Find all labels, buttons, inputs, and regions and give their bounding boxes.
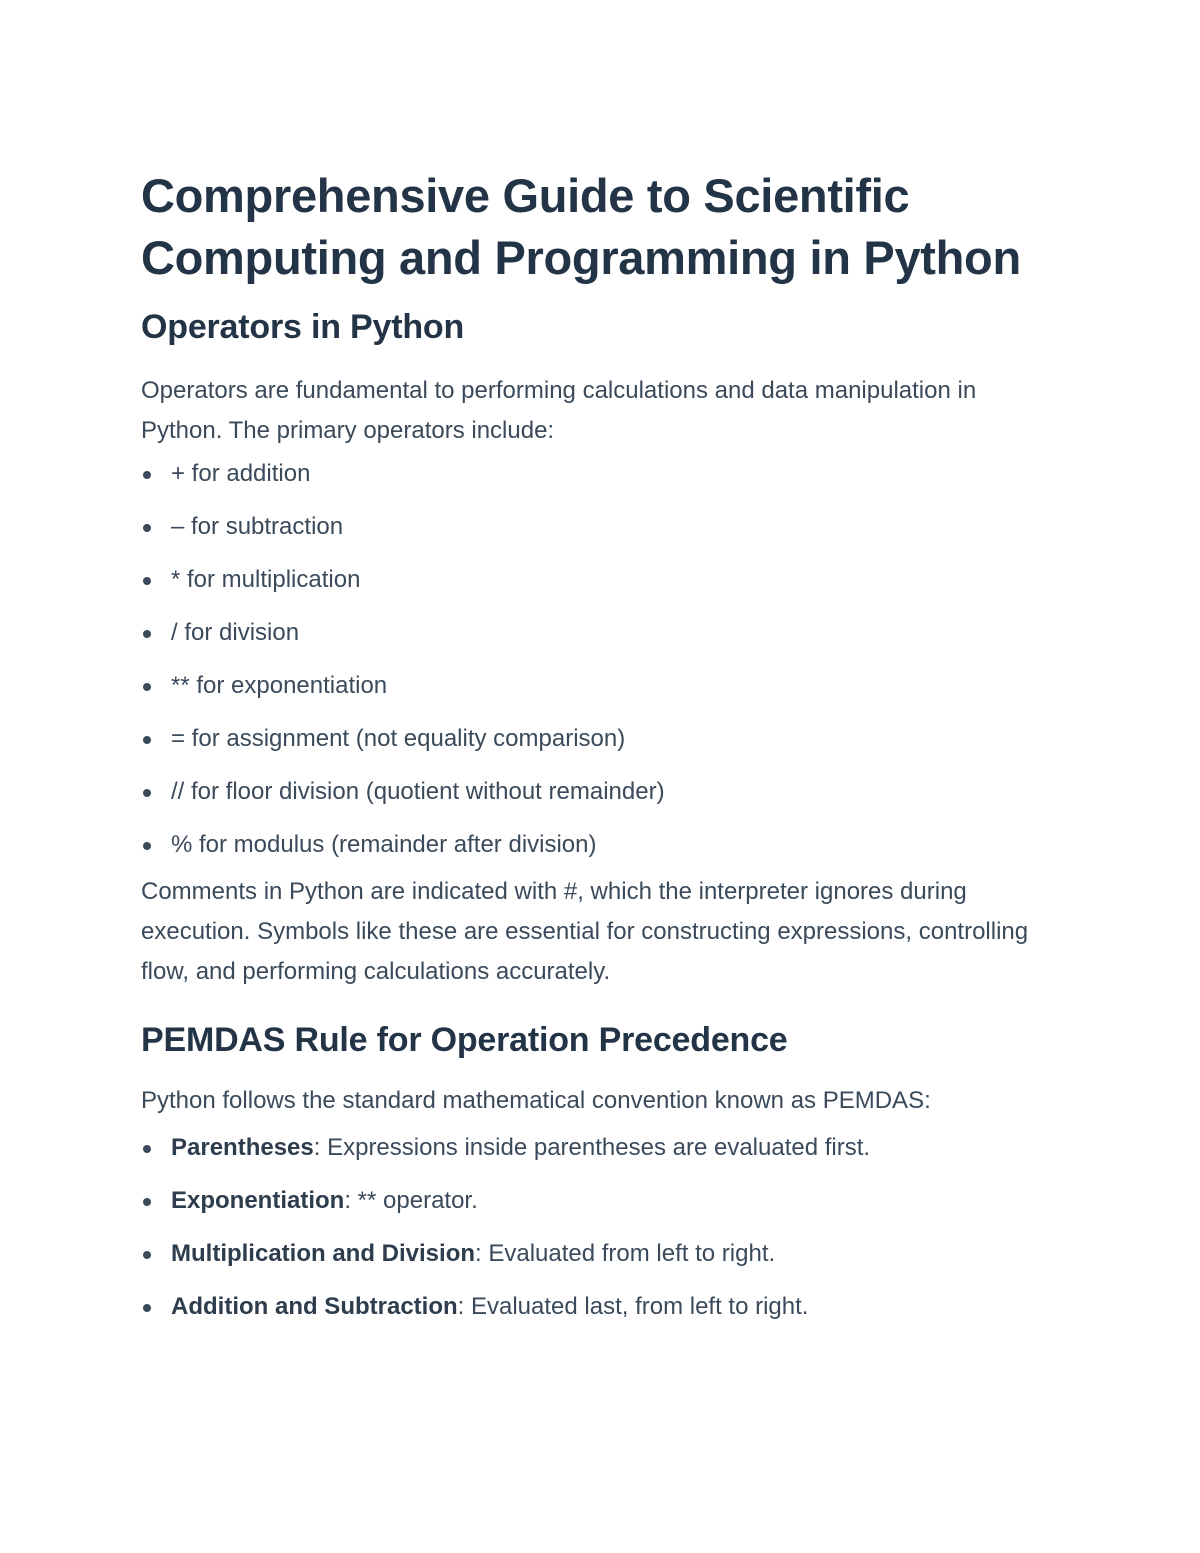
list-item-text: // for floor division (quotient without remainder) bbox=[171, 778, 665, 805]
bullet-icon bbox=[143, 1251, 151, 1259]
list-item-desc: : ** operator. bbox=[344, 1187, 478, 1214]
list-item bbox=[141, 777, 1061, 807]
list-item-text: % for modulus (remainder after division) bbox=[171, 831, 597, 858]
list-item-term: Addition and Subtraction bbox=[171, 1293, 458, 1320]
list-item bbox=[141, 830, 1061, 860]
operators-list bbox=[141, 459, 1061, 860]
list-item bbox=[141, 1186, 1061, 1216]
pemdas-list bbox=[141, 1133, 1061, 1322]
list-item-text: / for division bbox=[171, 619, 300, 646]
list-item-term: Parentheses bbox=[171, 1134, 314, 1161]
bullet-icon bbox=[143, 630, 151, 638]
list-item-desc: : Expressions inside parentheses are evaluated first. bbox=[313, 1134, 871, 1161]
list-item-text: = for assignment (not equality comparison) bbox=[171, 725, 626, 752]
list-item bbox=[141, 724, 1061, 754]
list-item-term: Multiplication and Division bbox=[171, 1240, 476, 1267]
list-item bbox=[141, 671, 1061, 701]
list-item bbox=[141, 1133, 1061, 1163]
bullet-icon bbox=[143, 524, 151, 532]
bullet-icon bbox=[143, 1304, 151, 1312]
list-item-text: – for subtraction bbox=[171, 513, 344, 540]
document-title: Comprehensive Guide to Scientific Computing and Programming in Python bbox=[141, 169, 1021, 284]
list-item-text: + for addition bbox=[171, 460, 311, 487]
list-item bbox=[141, 1292, 1061, 1322]
bullet-icon bbox=[143, 1198, 151, 1206]
list-item bbox=[141, 565, 1061, 595]
bullet-icon bbox=[143, 789, 151, 797]
list-item-term: Exponentiation bbox=[171, 1187, 345, 1214]
document-content bbox=[141, 165, 1061, 1334]
operators-intro-paragraph: Operators are fundamental to performing calculations and data manipulation in Python. The primary operators include: bbox=[141, 377, 977, 444]
list-item bbox=[141, 512, 1061, 542]
list-item-text: * for multiplication bbox=[171, 566, 361, 593]
bullet-icon bbox=[143, 577, 151, 585]
list-item-text: ** for exponentiation bbox=[171, 672, 388, 699]
operators-closing-paragraph: Comments in Python are indicated with #, which the interpreter ignores during execution. Symbols like these are essential for constructing expressions, controlling flow, and performing calculations accurately. bbox=[141, 878, 1029, 985]
list-item bbox=[141, 459, 1061, 489]
list-item-desc: : Evaluated last, from left to right. bbox=[457, 1293, 809, 1320]
list-item-desc: : Evaluated from left to right. bbox=[475, 1240, 776, 1267]
bullet-icon bbox=[143, 471, 151, 479]
list-item bbox=[141, 618, 1061, 648]
pemdas-intro-paragraph: Python follows the standard mathematical convention known as PEMDAS: bbox=[141, 1087, 931, 1114]
bullet-icon bbox=[143, 736, 151, 744]
bullet-icon bbox=[143, 683, 151, 691]
bullet-icon bbox=[143, 1145, 151, 1153]
section-heading-pemdas: PEMDAS Rule for Operation Precedence bbox=[141, 1021, 788, 1059]
bullet-icon bbox=[143, 842, 151, 850]
section-heading-operators: Operators in Python bbox=[141, 308, 465, 346]
list-item bbox=[141, 1239, 1061, 1269]
